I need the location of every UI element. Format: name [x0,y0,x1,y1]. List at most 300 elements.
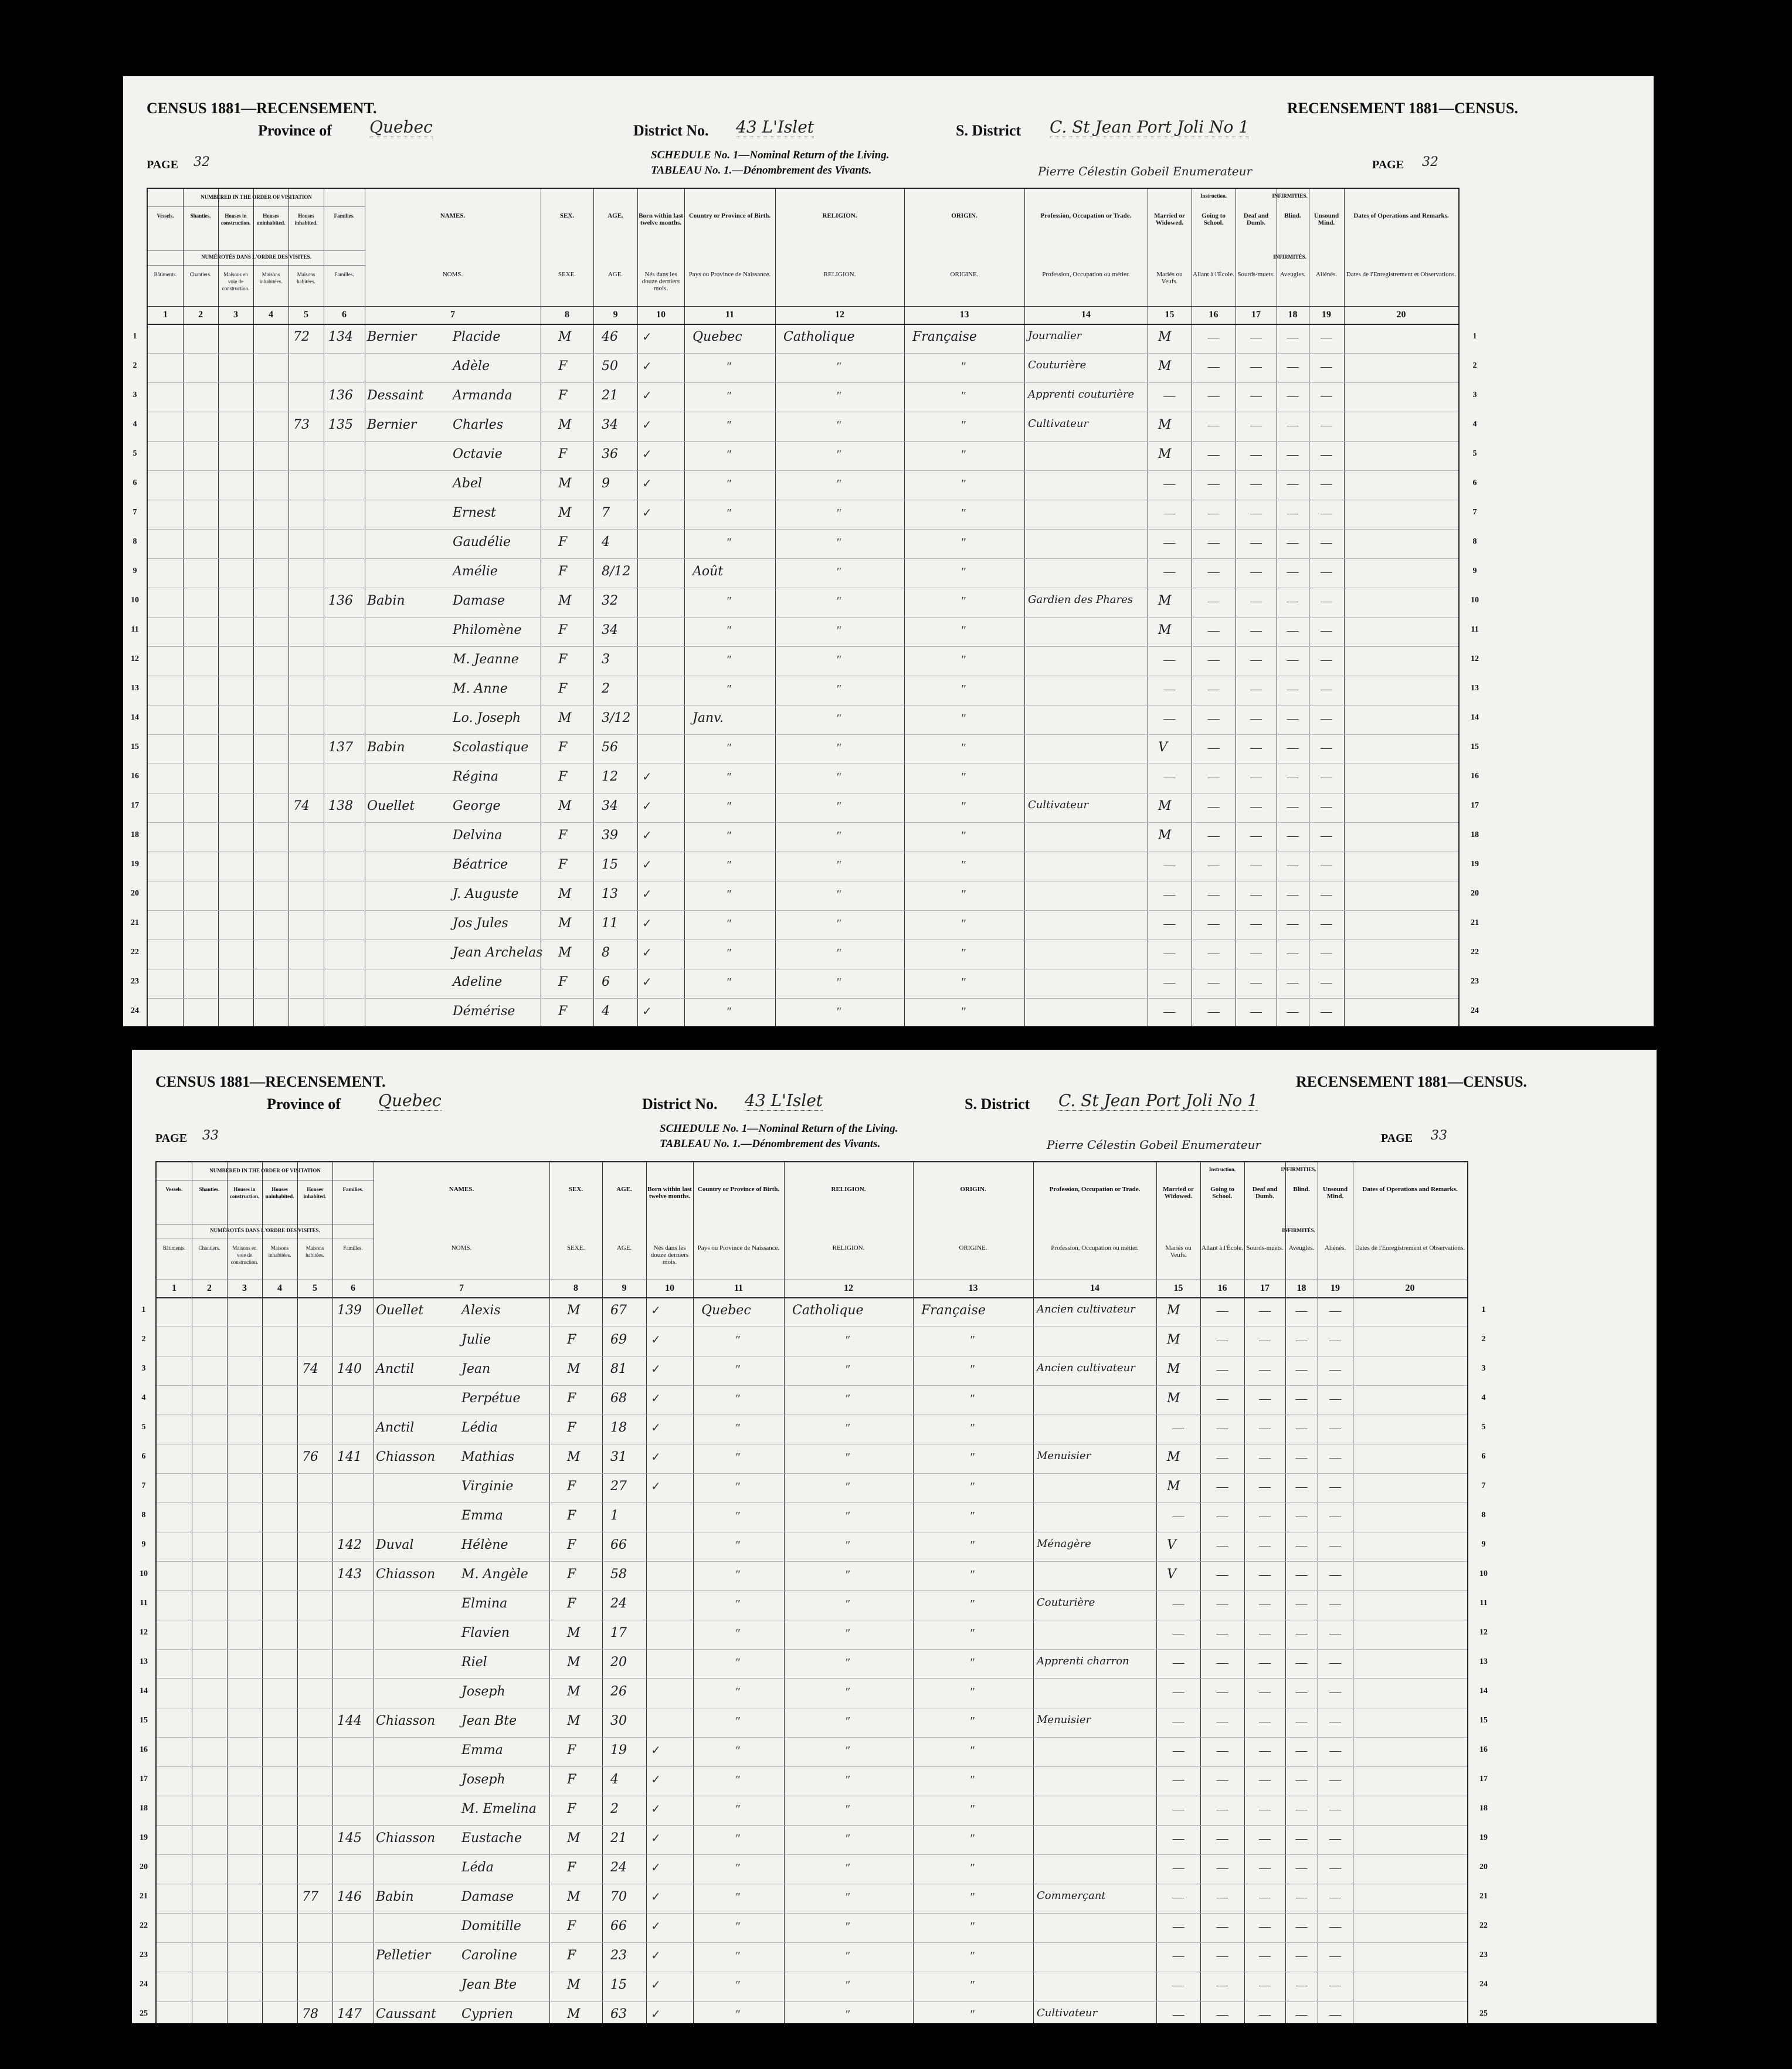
sex: F [567,1332,576,1347]
dash-mark: — [1207,683,1220,696]
dash-mark: — [1295,1715,1308,1728]
dash-mark: — [1287,683,1299,696]
given-name: Mathias [461,1450,515,1464]
sex: M [567,1890,581,1904]
row-rule [148,617,1458,618]
dash-mark: — [1321,624,1332,637]
origin: Française [912,330,977,344]
row-number-right: 4 [1472,420,1477,429]
dash-mark: — [1172,1832,1185,1845]
column-1-label: Vessels. [165,1186,183,1192]
row-number-left: 15 [131,742,139,751]
sex: M [567,2007,581,2021]
row-number-right: 19 [1479,1833,1488,1842]
given-name: Julie [461,1332,491,1347]
ditto-mark: ″ [727,360,732,373]
column-18-label-french: Aveugles. [1288,1244,1315,1251]
column-rule [693,1162,694,2023]
sex: F [558,652,568,667]
census-title-left: CENSUS 1881—RECENSEMENT. [155,1073,386,1090]
surname: Duval [376,1538,414,1552]
birthplace: Août [693,564,724,579]
ditto-mark: ″ [970,1597,975,1610]
ditto-mark: ″ [735,1744,741,1757]
ditto-mark: ″ [837,507,842,520]
dash-mark: — [1321,800,1332,813]
row-number-right: 13 [1471,684,1479,693]
dash-mark: — [1207,507,1220,520]
ditto-mark: ″ [846,1422,851,1434]
row-number-right: 6 [1472,479,1477,487]
ditto-mark: ″ [961,477,966,490]
family-number: 147 [337,2007,362,2021]
instruction-header: Instruction. [1200,193,1227,199]
ditto-mark: ″ [961,859,966,871]
sex: M [567,1655,581,1670]
age: 3 [602,652,610,667]
dash-mark: — [1259,1334,1271,1346]
ditto-mark: ″ [837,565,842,578]
dash-mark: — [1172,1685,1185,1698]
column-6-label-french: Familles. [334,272,354,277]
check-mark: ✓ [651,1773,661,1786]
row-number-left: 23 [140,1951,148,1959]
ditto-mark: ″ [970,1920,975,1933]
given-name: Charles [453,418,503,432]
province-value: Quebec [378,1091,442,1110]
dash-mark: — [1287,360,1299,373]
ditto-mark: ″ [727,653,732,666]
dash-mark: — [1287,477,1299,490]
sex: F [567,1802,576,1816]
dash-mark: — [1259,1422,1271,1434]
dash-mark: — [1216,1304,1228,1317]
given-name: M. Emelina [461,1802,537,1816]
row-number-left: 13 [131,684,139,693]
column-14-label-french: Profession, Occupation ou métier. [1042,271,1130,278]
column-9-label-french: AGE. [607,271,623,278]
dash-mark: — [1172,1510,1185,1522]
row-number-right: 8 [1472,537,1477,546]
column-5-label-french: Maisons habitées. [306,1245,324,1258]
given-name: Hélène [461,1538,508,1552]
column-14-label: Profession, Occupation or Trade. [1040,212,1132,219]
given-name: Damase [453,593,505,608]
ditto-mark: ″ [837,683,842,696]
given-name: Elmina [461,1596,508,1611]
sex: F [567,1567,576,1582]
row-rule [148,353,1458,354]
column-rule [332,1162,333,2023]
dash-mark: — [1216,1832,1228,1845]
occupation: Ménagère [1037,1538,1091,1550]
row-number-left: 24 [131,1006,139,1015]
row-number-right: 17 [1479,1775,1488,1783]
infirmities-header-french: INFIRMITÉS. [1282,1227,1315,1233]
column-8-label-french: SEXE. [558,271,576,278]
ditto-mark: ″ [735,1861,741,1874]
row-number-left: 22 [140,1921,148,1930]
row-number-left: 11 [140,1599,148,1607]
ditto-mark: ″ [970,1422,975,1434]
column-rule [549,1162,550,2023]
column-rule [218,189,219,1026]
age: 15 [610,1978,627,1992]
census-table [147,188,1460,1026]
marital-status: M [1167,1391,1180,1406]
dash-mark: — [1321,683,1332,696]
ditto-mark: ″ [837,624,842,637]
dash-mark: — [1287,976,1299,989]
row-number-left: 6 [133,479,137,487]
column-8-label: SEX. [559,212,575,219]
dash-mark: — [1250,565,1262,578]
dash-mark: — [1259,1392,1271,1405]
ditto-mark: ″ [837,829,842,842]
check-mark: ✓ [651,1803,661,1816]
religion: Catholique [792,1303,864,1318]
ditto-mark: ″ [837,859,842,871]
age: 34 [602,623,618,637]
column-11-label: Country or Province of Birth. [697,1186,780,1193]
dash-mark: — [1329,1539,1341,1552]
row-number-left: 10 [131,596,139,605]
dash-mark: — [1287,624,1299,637]
dash-mark: — [1295,1861,1308,1874]
column-20-label-french: Dates de l'Enregistrement et Observations. [1355,1244,1465,1251]
dash-mark: — [1321,829,1332,842]
dash-mark: — [1216,1891,1228,1904]
sex: M [558,916,572,931]
row-number-right: 21 [1471,918,1479,927]
dash-mark: — [1250,917,1262,930]
dash-mark: — [1259,1861,1271,1874]
dash-mark: — [1259,1803,1271,1816]
dash-mark: — [1287,653,1299,666]
dash-mark: — [1207,595,1220,608]
ditto-mark: ″ [727,800,732,813]
ditto-mark: ″ [961,771,966,783]
check-mark: ✓ [642,829,652,842]
sex: M [558,330,572,344]
given-name: Jean Bte [461,1714,517,1728]
dash-mark: — [1163,1005,1176,1018]
sex: F [558,828,568,843]
ditto-mark: ″ [961,947,966,959]
family-number: 136 [328,388,353,403]
row-number-left: 24 [140,1980,148,1989]
infirmities-header-french: INFIRMITÉS. [1273,254,1306,260]
dash-mark: — [1250,683,1262,696]
row-number-left: 18 [131,830,139,839]
row-rule [148,529,1458,530]
column-rule [904,189,905,1026]
ditto-mark: ″ [970,1685,975,1698]
column-13-label: ORIGIN. [960,1186,986,1193]
sex: F [558,564,568,579]
column-18-label-french: Aveugles. [1279,271,1306,278]
dash-mark: — [1207,1005,1220,1018]
given-name: Jean [461,1362,491,1376]
ditto-mark: ″ [846,1803,851,1816]
row-number-left: 16 [131,772,139,781]
row-number-right: 20 [1471,889,1479,898]
numbered-header-french: NUMÉROTÉS DANS L'ORDRE DES VISITES. [210,1227,320,1233]
ditto-mark: ″ [846,1773,851,1786]
given-name: Caroline [461,1948,517,1963]
ditto-mark: ″ [727,536,732,549]
row-number-right: 25 [1479,2009,1488,2018]
dash-mark: — [1250,976,1262,989]
census-title-right: RECENSEMENT 1881—CENSUS. [1287,100,1518,117]
dash-mark: — [1216,1334,1228,1346]
sex: F [558,975,568,989]
dash-mark: — [1329,2008,1341,2021]
age: 17 [610,1626,627,1640]
page-label-right: PAGE [1372,158,1404,171]
row-number-right: 19 [1471,860,1479,869]
ditto-mark: ″ [970,1949,975,1962]
given-name: Philomène [453,623,522,637]
district-label: District No. [633,122,709,139]
column-15-number: 15 [1173,1283,1183,1293]
column-3-label: Houses in construction. [229,1186,260,1199]
ditto-mark: ″ [735,1539,741,1552]
column-17-label: Deaf and Dumb. [1243,212,1269,226]
subdistrict-value: C. St Jean Port Joli No 1 [1058,1091,1258,1110]
row-number-left: 8 [141,1511,146,1519]
ditto-mark: ″ [961,624,966,637]
column-17-number: 17 [1260,1283,1270,1293]
ditto-mark: ″ [837,976,842,989]
dash-mark: — [1216,1685,1228,1698]
age: 1 [610,1508,619,1523]
enumerator-signature: Pierre Célestin Gobeil Enumerateur [1047,1138,1261,1152]
ditto-mark: ″ [961,1005,966,1018]
family-number: 144 [337,1714,362,1728]
census-title-left: CENSUS 1881—RECENSEMENT. [147,100,377,117]
dash-mark: — [1216,1773,1228,1786]
dash-mark: — [1321,859,1332,871]
occupation: Commerçant [1037,1890,1106,1902]
column-18-number: 18 [1297,1283,1306,1293]
ditto-mark: ″ [961,507,966,520]
given-name: Joseph [461,1772,505,1787]
dash-mark: — [1250,389,1262,402]
ditto-mark: ″ [735,1334,741,1346]
dash-mark: — [1172,1861,1185,1874]
age: 66 [610,1919,627,1934]
subdistrict-value: C. St Jean Port Joli No 1 [1050,117,1250,137]
ditto-mark: ″ [735,1920,741,1933]
row-number-right: 7 [1481,1481,1486,1490]
age: 20 [610,1655,627,1670]
ditto-mark: ″ [727,947,732,959]
occupation: Apprenti couturière [1028,388,1135,401]
census-title-right: RECENSEMENT 1881—CENSUS. [1296,1073,1527,1090]
dash-mark: — [1259,1304,1271,1317]
ditto-mark: ″ [727,917,732,930]
column-15-label-french: Mariés ou Veufs. [1156,271,1183,285]
ditto-mark: ″ [837,771,842,783]
column-13-number: 13 [968,1283,978,1293]
dash-mark: — [1172,1656,1185,1669]
row-number-right: 23 [1471,977,1479,986]
dash-mark: — [1329,1949,1341,1962]
check-mark: ✓ [642,771,652,783]
dash-mark: — [1172,1715,1185,1728]
page-number-right: 33 [1431,1128,1447,1143]
row-number-left: 4 [141,1393,146,1402]
surname: Anctil [376,1362,415,1376]
row-number-left: 18 [140,1804,148,1813]
sex: F [558,388,568,403]
birthplace: Janv. [693,711,724,725]
sex: F [567,1596,576,1611]
dash-mark: — [1216,1451,1228,1464]
row-number-right: 9 [1472,567,1477,575]
dash-mark: — [1329,1627,1341,1640]
sex: F [567,1860,576,1875]
dash-mark: — [1216,1979,1228,1992]
age: 4 [610,1772,619,1787]
ditto-mark: ″ [961,595,966,608]
dash-mark: — [1295,1597,1308,1610]
row-number-left: 20 [140,1863,148,1871]
given-name: Démérise [453,1004,515,1019]
dash-mark: — [1287,389,1299,402]
column-rule [913,1162,914,2023]
given-name: Béatrice [453,857,508,872]
row-number-right: 2 [1472,361,1477,370]
check-mark: ✓ [651,1744,661,1757]
row-number-right: 20 [1479,1863,1488,1871]
ditto-mark: ″ [970,1773,975,1786]
ditto-mark: ″ [961,888,966,901]
dash-mark: — [1295,1744,1308,1757]
age: 7 [602,506,610,520]
occupation: Apprenti charron [1037,1655,1129,1667]
dash-mark: — [1295,2008,1308,2021]
column-10-label-french: Nés dans les douze derniers mois. [642,271,680,292]
ditto-mark: ″ [846,1568,851,1581]
dash-mark: — [1216,1920,1228,1933]
dash-mark: — [1259,1480,1271,1493]
marital-status: M [1158,623,1172,637]
column-6-label-french: Familles. [343,1245,363,1251]
given-name: M. Jeanne [453,652,519,667]
check-mark: ✓ [651,1334,661,1346]
column-10-label: Born within last twelve months. [647,1186,692,1200]
ditto-mark: ″ [735,1803,741,1816]
ditto-mark: ″ [846,1949,851,1962]
column-16-label-french: Allant à l'École. [1193,271,1234,278]
family-number: 146 [337,1890,362,1904]
given-name: Riel [461,1655,487,1670]
sex: F [558,857,568,872]
age: 56 [602,740,618,755]
ditto-mark: ″ [970,1803,975,1816]
dash-mark: — [1287,419,1299,432]
dash-mark: — [1295,1803,1308,1816]
check-mark: ✓ [642,947,652,959]
age: 30 [610,1714,627,1728]
dash-mark: — [1250,360,1262,373]
dash-mark: — [1295,1304,1308,1317]
ditto-mark: ″ [846,1920,851,1933]
row-number-right: 4 [1481,1393,1486,1402]
row-rule [157,1913,1467,1914]
row-number-right: 24 [1471,1006,1479,1015]
row-rule [148,998,1458,999]
page-number-left: 33 [202,1128,219,1143]
column-7-label-french: NOMS. [451,1244,472,1251]
column-5-number: 5 [313,1283,317,1293]
row-rule [148,734,1458,735]
ditto-mark: ″ [846,1744,851,1757]
dash-mark: — [1287,565,1299,578]
house-number: 74 [293,799,310,813]
row-number-left: 23 [131,977,139,986]
column-10-label: Born within last twelve months. [639,212,683,226]
dash-mark: — [1287,536,1299,549]
age: 4 [602,1004,610,1019]
column-rule [637,189,638,1026]
row-number-right: 10 [1471,596,1479,605]
dash-mark: — [1287,800,1299,813]
dash-mark: — [1216,1392,1228,1405]
marital-status: V [1158,740,1167,755]
dash-mark: — [1295,1656,1308,1669]
dash-mark: — [1287,507,1299,520]
dash-mark: — [1329,1510,1341,1522]
row-number-left: 11 [131,625,139,634]
surname: Babin [367,740,405,755]
dash-mark: — [1207,771,1220,783]
dash-mark: — [1250,448,1262,461]
sex: F [567,1508,576,1523]
row-number-right: 22 [1471,948,1479,957]
ditto-mark: ″ [970,1979,975,1992]
row-number-right: 13 [1479,1657,1488,1666]
row-number-left: 5 [141,1423,146,1432]
dash-mark: — [1250,624,1262,637]
row-number-left: 22 [131,948,139,957]
ditto-mark: ″ [727,624,732,637]
dash-mark: — [1207,829,1220,842]
row-number-right: 5 [1472,449,1477,458]
ditto-mark: ″ [735,1656,741,1669]
marital-status: M [1158,447,1172,462]
check-mark: ✓ [642,917,652,930]
ditto-mark: ″ [727,683,732,696]
check-mark: ✓ [642,1005,652,1018]
sex: F [567,1772,576,1787]
column-rule [684,189,685,1026]
marital-status: V [1167,1567,1176,1582]
dash-mark: — [1295,1539,1308,1552]
dash-mark: — [1207,565,1220,578]
column-15-label-french: Mariés ou Veufs. [1165,1244,1192,1259]
ditto-mark: ″ [970,1363,975,1376]
dash-mark: — [1259,1832,1271,1845]
column-18-number: 18 [1288,310,1298,320]
column-1-number: 1 [163,310,168,320]
ditto-mark: ″ [961,829,966,842]
dash-mark: — [1250,1005,1262,1018]
dash-mark: — [1321,360,1332,373]
dash-mark: — [1207,741,1220,754]
